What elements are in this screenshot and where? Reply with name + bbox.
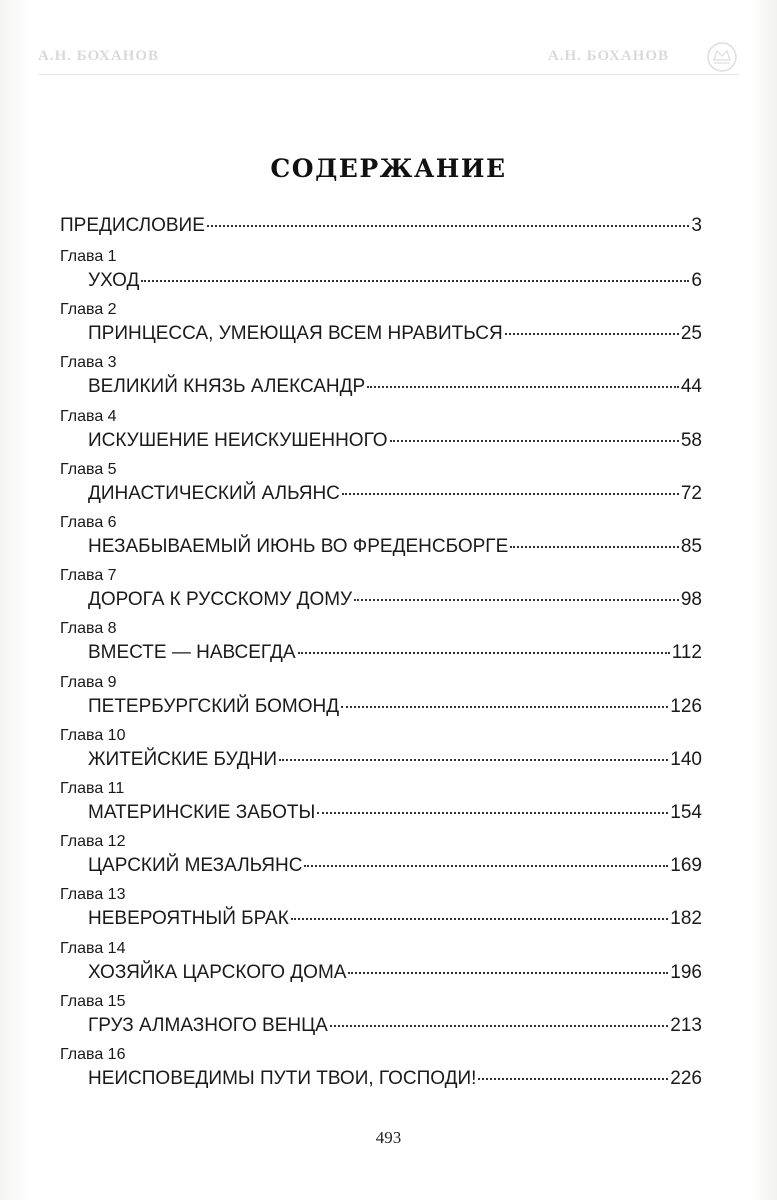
toc-page-number: 126 [670, 695, 702, 717]
toc-chapter-entry[interactable] [60, 673, 702, 725]
toc-line [88, 907, 702, 931]
dot-leader [510, 545, 679, 548]
toc-chapter-entry[interactable] [60, 513, 702, 565]
toc-line [88, 801, 702, 825]
dot-leader [341, 705, 668, 708]
toc-entry-title: ВЕЛИКИЙ КНЯЗЬ АЛЕКСАНДР [88, 376, 366, 398]
toc-chapter-entry[interactable] [60, 460, 702, 512]
chapter-label: Глава 5 [60, 460, 117, 478]
chapter-label: Глава 3 [60, 354, 117, 372]
toc-line [88, 961, 702, 985]
chapter-label: Глава 15 [60, 992, 126, 1010]
toc-chapter-entry[interactable] [60, 353, 702, 405]
running-head-right: А.Н. БОХАНОВ [547, 48, 669, 64]
toc-preface[interactable] [60, 214, 702, 242]
toc-line [88, 535, 702, 559]
toc-page-number: 44 [680, 376, 702, 398]
dot-leader [279, 758, 668, 761]
toc-entry-title: ПРЕДИСЛОВИЕ [60, 215, 205, 236]
chapter-label: Глава 9 [60, 673, 117, 691]
toc-line [88, 375, 702, 399]
toc-page-number: 3 [691, 215, 702, 236]
dot-leader [298, 651, 670, 654]
toc-line [88, 1067, 702, 1091]
toc-page-number: 196 [670, 961, 702, 983]
toc-chapter-entry[interactable] [60, 832, 702, 884]
toc-line [88, 641, 702, 665]
toc-entry-title: ПЕТЕРБУРГСКИЙ БОМОНД [88, 695, 340, 717]
toc-page-number: 25 [680, 323, 702, 345]
dot-leader [390, 439, 679, 442]
toc-line [88, 1014, 702, 1038]
dot-leader [330, 1024, 668, 1027]
toc-entry-title: ХОЗЯЙКА ЦАРСКОГО ДОМА [88, 961, 347, 983]
dot-leader [505, 332, 679, 335]
toc-entry-title: ДОРОГА К РУССКОМУ ДОМУ [88, 589, 353, 611]
toc-line [88, 588, 702, 612]
toc-chapter-entry[interactable] [60, 992, 702, 1044]
toc-line [88, 322, 702, 346]
toc-chapter-entry[interactable] [60, 407, 702, 459]
toc-chapter-entry[interactable] [60, 779, 702, 831]
toc-chapter-entry[interactable] [60, 247, 702, 299]
dot-leader [141, 279, 689, 282]
toc-entry-title: ВМЕСТЕ — НАВСЕГДА [88, 642, 296, 664]
chapter-label: Глава 1 [60, 248, 117, 265]
dot-leader [304, 864, 668, 867]
chapter-label: Глава 16 [60, 1046, 126, 1063]
toc-page-number: 213 [670, 1014, 702, 1036]
chapter-label: Глава 6 [60, 514, 117, 531]
toc-page-number: 58 [680, 429, 702, 451]
toc-page-number: 182 [670, 908, 702, 930]
toc-page-number: 98 [680, 589, 702, 611]
toc-entry-title: НЕИСПОВЕДИМЫ ПУТИ ТВОИ, ГОСПОДИ! [88, 1068, 477, 1089]
toc-page-number: 6 [691, 270, 702, 291]
toc-line [88, 429, 702, 453]
running-head-rule [38, 74, 739, 75]
toc-line [88, 854, 702, 878]
toc-entry-title: ЦАРСКИЙ МЕЗАЛЬЯНС [88, 855, 303, 877]
toc-page-number: 85 [680, 536, 702, 557]
dot-leader [317, 811, 668, 814]
toc-entry-title: ЖИТЕЙСКИЕ БУДНИ [88, 748, 278, 770]
toc-line [60, 214, 702, 238]
toc-page-number: 72 [680, 482, 702, 504]
page-number: 493 [375, 1128, 402, 1147]
toc-entry-title: НЕВЕРОЯТНЫЙ БРАК [88, 908, 289, 930]
toc-page-number: 226 [670, 1068, 702, 1089]
toc-chapter-entry[interactable] [60, 939, 702, 991]
chapter-label: Глава 11 [60, 780, 125, 797]
toc-line [88, 269, 702, 293]
toc-line [88, 695, 702, 719]
toc-entry-title: ИСКУШЕНИЕ НЕИСКУШЕННОГО [88, 429, 388, 451]
chapter-label: Глава 4 [60, 407, 117, 425]
dot-leader [207, 224, 690, 227]
toc-chapter-entry[interactable] [60, 619, 702, 671]
dot-leader [291, 917, 669, 920]
toc-entry-title: УХОД [88, 270, 140, 291]
chapter-label: Глава 14 [60, 939, 126, 957]
toc-chapter-entry[interactable] [60, 1045, 702, 1097]
chapter-label: Глава 12 [60, 833, 126, 851]
dot-leader [478, 1077, 668, 1080]
chapter-label: Глава 10 [60, 726, 126, 744]
toc-chapter-entry[interactable] [60, 885, 702, 937]
chapter-label: Глава 8 [60, 620, 117, 638]
toc-entry-title: ГРУЗ АЛМАЗНОГО ВЕНЦА [88, 1014, 328, 1036]
crest-icon [705, 40, 739, 74]
toc-page-number: 169 [670, 855, 702, 877]
toc-chapter-entry[interactable] [60, 300, 702, 352]
dot-leader [354, 598, 679, 601]
chapter-label: Глава 2 [60, 301, 117, 319]
toc-entry-title: НЕЗАБЫВАЕМЫЙ ИЮНЬ ВО ФРЕДЕНСБОРГЕ [88, 536, 509, 557]
page-title: СОДЕРЖАНИЕ [270, 154, 507, 183]
toc-entry-title: ПРИНЦЕССА, УМЕЮЩАЯ ВСЕМ НРАВИТЬСЯ [88, 323, 503, 345]
dot-leader [348, 971, 668, 974]
toc-line [88, 482, 702, 506]
toc-chapter-entry[interactable] [60, 566, 702, 618]
toc-entry-title: ДИНАСТИЧЕСКИЙ АЛЬЯНС [88, 482, 340, 504]
toc-chapter-entry[interactable] [60, 726, 702, 778]
toc-line [88, 748, 702, 772]
toc-page-number: 154 [670, 802, 702, 823]
dot-leader [342, 492, 679, 495]
toc-page-number: 112 [671, 642, 702, 664]
dot-leader [367, 385, 679, 388]
running-head [38, 48, 739, 70]
toc-page-number: 140 [670, 748, 702, 770]
running-head-left: А.Н. БОХАНОВ [38, 48, 160, 64]
chapter-label: Глава 13 [60, 886, 126, 904]
chapter-label: Глава 7 [60, 567, 117, 585]
toc-entry-title: МАТЕРИНСКИЕ ЗАБОТЫ [88, 802, 316, 823]
